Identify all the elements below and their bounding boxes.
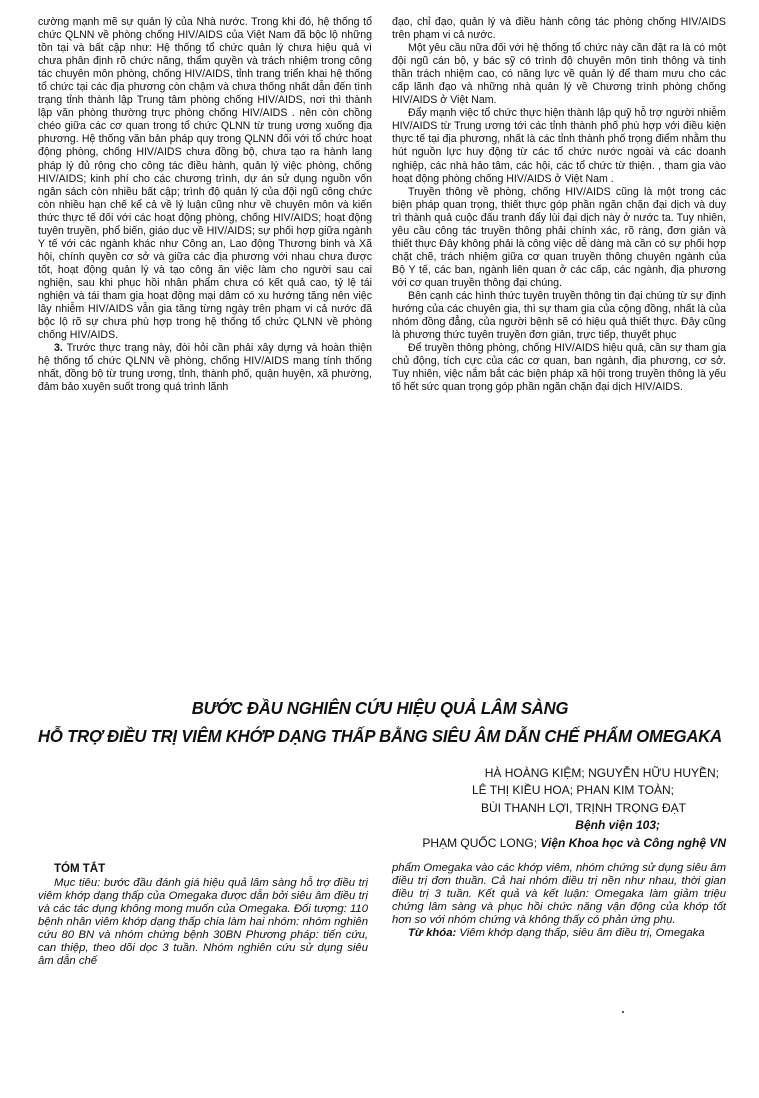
author-name: PHẠM QUỐC LONG; (422, 835, 541, 850)
abstract-right-column (392, 862, 726, 940)
article-title-line-2: HỖ TRỢ ĐIỀU TRỊ VIÊM KHỚP DẠNG THẤP BẰNG SIÊU ÂM DẪN CHẾ PHẨM OMEGAKA (38, 726, 722, 746)
right-paragraph-6: Để truyền thông phòng, chống HIV/AIDS hiệu quả, cần sự tham gia chủ động, tích cực của các cơ quan, ban ngành, địa phương, cơ sở. Tuy nhiên, việc nắm bắt các biện pháp xã hội trong truyền thông là yếu tố hết sức quan trọng góp phần ngăn chặn đại dịch HIV/AIDS. (392, 342, 726, 394)
article-title (31, 694, 729, 750)
left-paragraph-1: cường mạnh mẽ sự quản lý của Nhà nước. Trong khi đó, hệ thống tổ chức QLNN về phòng chống HIV/AIDS của Việt Nam đã bộc lộ những tồn tại và bất cập như: Hệ thống tổ chức quản lý chưa hiệu quả vì chưa phân định rõ chức năng, thẩm quyền và trách nhiệm trong công tác chuyên môn phòng, chống HIV/AIDS, tỉnh trang triển khai hệ thống tổ chức tại các địa phương còn chậm và chưa thống nhất dẫn đến tình trạng tỉnh thành lập Trung tâm phòng chống HIV/AIDS, nơi thì thành lập văn phòng thường trực phòng chống HIV/AIDS . nên còn chồng chéo giữa các cơ quan trong tổ chức QLNN từ trung ương xuống địa phương. Hệ thống văn bản pháp quy trong QLNN đối với tổ chức hoạt động phòng, chống HIV/AIDS chưa đồng bộ, chưa tạo ra hành lang pháp lý đủ rộng cho công tác điều hành, quản lý việc phòng, chống HIV/AIDS; kinh phí cho các chương trình, dự án sử dụng nguồn vốn ngân sách còn nhiều bất cập; trình độ quản lý của đội ngũ công chức còn nhiều hạn chế kể cả về lý luận cũng như về chuyên môn và kiến thức thực tế đối với các hoạt động phòng, chống HIV/AIDS; hoạt động tuyên truyền, phổ biến, giáo dục về HIV/AIDS; sự phối hợp giữa ngành Y tế với các ngành khác như Công an, Lao động Thương binh và Xã hội, chính quyền cơ sở và giữa các địa phương với nhau chưa được tốt, hoạt động quản lý và tạo công ăn việc làm cho người sau cai nghiện, sau khi phục hồi nhân phẩm chưa có kết quả cao, tỷ lệ tái nghiện và tái tham gia hoạt động mại dâm có xu hướng tăng nên việc lây nhiễm HIV/AIDS vẫn gia tăng từng ngày trên phạm vi cả nước đã bộc lộ rõ sự chưa phù hợp trong hệ thống tổ chức QLNN về phòng chống HIV/AIDS. (38, 16, 372, 342)
right-paragraph-2: Một yêu cầu nữa đối với hệ thống tổ chức này cần đặt ra là có một đội ngũ cán bộ, y bác sỹ có trình độ chuyên môn tinh thông và tinh thần trách nhiệm cao, có năng lực về quản lý để tham mưu cho các cấp lãnh đạo và những nhà quản lý về Chương trình phòng chống HIV/AIDS ở Việt Nam. (392, 42, 726, 107)
keywords-line (392, 927, 726, 940)
institution-1: Bệnh viện 103; (575, 818, 660, 833)
left-text-column (38, 16, 372, 394)
authors-line-4 (300, 835, 726, 852)
article-title-line-1: BƯỚC ĐẦU NGHIÊN CỨU HIỆU QUẢ LÂM SÀNG (191, 698, 569, 718)
right-paragraph-1: đạo, chỉ đạo, quản lý và điều hành công tác phòng chống HIV/AIDS trên phạm vi cả nước. (392, 16, 726, 42)
keywords-label: Từ khóa: (408, 927, 457, 940)
institution-2: Viện Khoa học và Công nghệ VN (540, 835, 726, 850)
right-paragraph-4: Truyền thông về phòng, chống HIV/AIDS cũng là một trong các biện pháp quan trọng, thiết thực góp phần ngăn chặn đại dịch và duy trì thành quả cuộc đấu tranh đẩy lùi đại dịch này ở nước ta. Tuy nhiên, yêu cầu công tác truyền thông phải chính xác, rõ ràng, đơn giản và thiết thực Đây không phải là công việc dễ dàng mà cần có sự phối hợp chặt chẽ, trách nhiệm giữa cơ quan truyền thông chuyên ngành của Bộ Y tế, các ban, ngành liên quan ở các cấp, các ngành, địa phương với cơ quan truyền thông đại chúng. (392, 185, 726, 289)
left-paragraph-2-text: Trước thực trạng này, đòi hỏi cần phải xây dựng và hoàn thiện hệ thống tổ chức QLNN về phòng, chống HIV/AIDS mang tính thống nhất, đồng bộ từ trung ương, tỉnh, thành phố, quận huyện, xã phường, đảm bảo xuyên suốt trong quá trình lãnh (38, 342, 372, 394)
abstract-heading: TÓM TẮT (54, 863, 106, 875)
right-paragraph-3: Đẩy mạnh việc tổ chức thực hiện thành lập quỹ hỗ trợ người nhiễm HIV/AIDS từ Trung ương tới các tỉnh thành phố phù hợp với điều kiện thực tế tại địa phương, nhất là các tỉnh thành phố trọng điểm nhằm thu hút nguồn lực huy động từ các tổ chức nước ngoài và các doanh nghiệp, các nhà hảo tâm, các hội, các tổ chức từ thiện. , tham gia vào hoạt động phòng chống HIV/AIDS ở Việt Nam . (392, 107, 726, 185)
keywords-text: Viêm khớp dạng thấp, siêu âm điều trị, Omegaka (456, 927, 705, 940)
author-block (300, 765, 726, 852)
abstract-left-column (38, 862, 368, 968)
section-number: 3. (54, 342, 63, 355)
left-paragraph-2 (38, 342, 372, 394)
abstract-text-right: phẩm Omegaka vào các khớp viêm, nhóm chứng sử dụng siêu âm điều trị đơn thuần. Cả hai nhóm điều trị nền như nhau, thời gian điều trị 3 tuần. Kết quả và kết luận: Omegaka làm giảm triệu chứng lâm sàng và phục hồi chức năng vận động của khớp tốt hơn so với nhóm chứng và không thấy có phản ứng phụ. (392, 862, 726, 927)
scan-speck (622, 1011, 624, 1013)
authors-line-2: LÊ THỊ KIỀU HOA; PHAN KIM TOÀN; (471, 783, 674, 798)
authors-line-3: BÙI THANH LỢI, TRỊNH TRỌNG ĐẠT (481, 800, 686, 815)
abstract-text-left: Mục tiêu: bước đầu đánh giá hiệu quả lâm sàng hỗ trợ điều trị viêm khớp dạng thấp của Omegaka được dẫn bởi siêu âm điều trị và các tác dụng không mong muốn của Omegaka. Đối tượng: 110 bệnh nhân viêm khớp dạng thấp chia làm hai nhóm: nhóm nghiên cứu 80 BN và nhóm chứng bệnh 30BN Phương pháp: tiến cứu, can thiệp, theo dõi dọc 3 tuần. Nhóm nghiên cứu sử dụng siêu âm dẫn chế (38, 877, 368, 968)
right-paragraph-5: Bên cạnh các hình thức tuyên truyền thông tin đại chúng từ sự định hướng của các chuyên gia, thì sự tham gia của cộng đồng, nhất là của nhóm đồng đẳng, của người bệnh sẽ có hiệu quả thiết thực. Đây cũng là phương thức tuyên truyền đơn giản, trực tiếp, thuyết phục (392, 289, 726, 342)
authors-line-1: HÀ HOÀNG KIỆM; NGUYỄN HỮU HUYỀN; (484, 766, 719, 780)
right-text-column (392, 16, 726, 394)
